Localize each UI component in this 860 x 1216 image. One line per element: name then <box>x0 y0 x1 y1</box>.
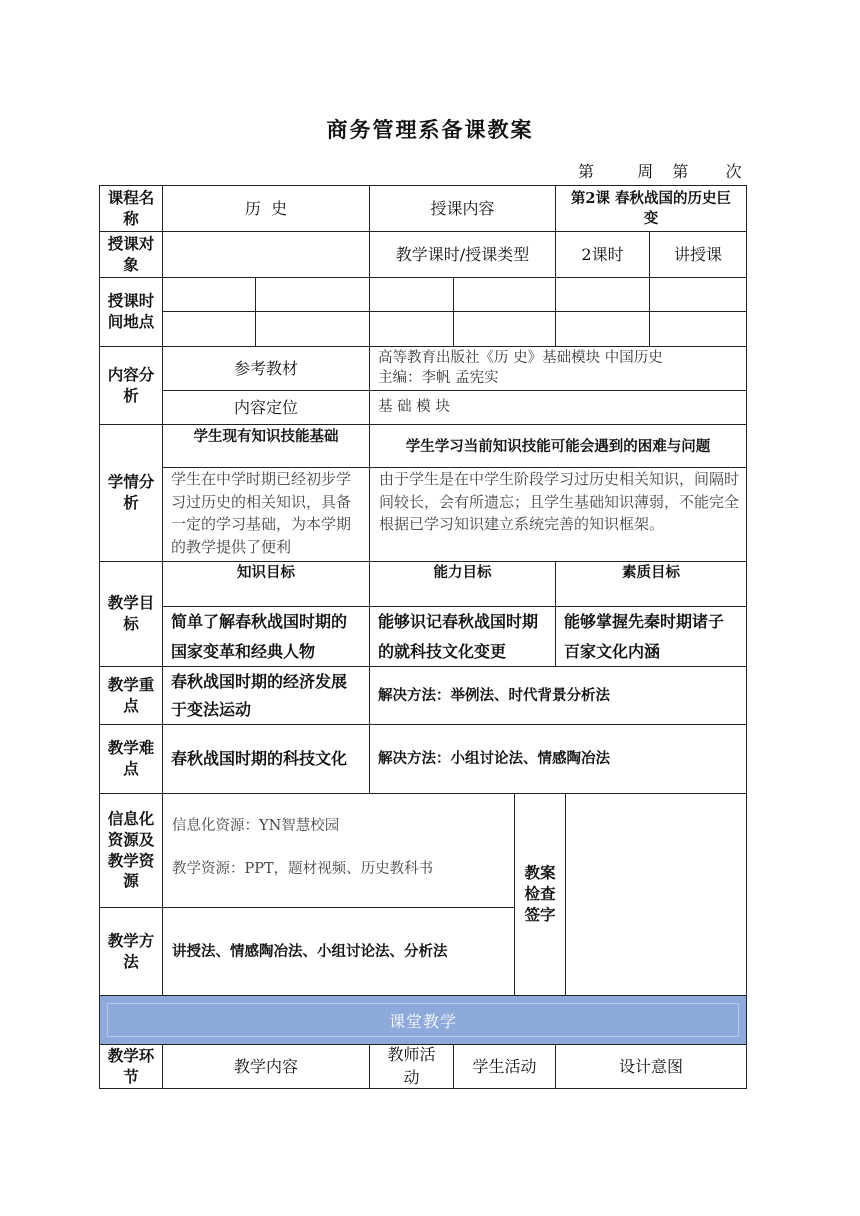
time-place-cell <box>453 311 556 347</box>
time-place-cell <box>555 277 650 312</box>
key-points-method: 解决方法：举例法、时代背景分析法 <box>369 666 747 725</box>
existing-skills-header: 学生现有知识技能基础 <box>162 424 370 468</box>
ability-goal-header: 能力目标 <box>369 561 556 607</box>
ability-goal-text: 能够识记春秋战国时期的就科技文化变更 <box>369 606 556 667</box>
target-value <box>162 231 370 278</box>
check-sign-value <box>565 793 747 996</box>
week-counter <box>578 159 743 182</box>
textbook-label: 参考教材 <box>162 346 370 391</box>
methods-label: 教学方法 <box>99 907 163 996</box>
existing-skills-text: 学生在中学时期已经初步学习过历史的相关知识，具备一定的学习基础，为本学期的教学提供了便利 <box>162 467 370 562</box>
hours-value: 2课时 <box>555 231 650 278</box>
textbook-value <box>369 346 747 391</box>
student-activity-header: 学生活动 <box>453 1044 556 1089</box>
course-name-label: 课程名称 <box>99 185 163 232</box>
week-ci-label: 次 <box>725 162 743 181</box>
time-place-cell <box>369 277 454 312</box>
quality-goal-header: 素质目标 <box>555 561 747 607</box>
methods-value: 讲授法、情感陶冶法、小组讨论法、分析法 <box>162 907 515 996</box>
textbook-editors: 主编：李帆 孟宪实 <box>378 370 499 387</box>
lesson-content-value: 第2课 春秋战国的历史巨变 <box>555 185 747 232</box>
time-place-cell <box>162 277 256 312</box>
time-place-cell <box>555 311 650 347</box>
textbook-publisher: 高等教育出版社《历 史》基础模块 中国历史 <box>378 350 663 366</box>
classroom-teaching-banner <box>99 995 747 1045</box>
time-place-cell <box>649 311 747 347</box>
lesson-content-label: 授课内容 <box>369 185 556 232</box>
difficulty-header: 学生学习当前知识技能可能会遇到的困难与问题 <box>369 424 747 468</box>
page-title: 商务管理系备课教案 <box>326 117 534 142</box>
teaching-goals-label: 教学目标 <box>99 561 163 667</box>
content-analysis-label: 内容分析 <box>99 346 163 425</box>
resources-label: 信息化资源及教学资源 <box>99 793 163 908</box>
difficulties-label: 教学难点 <box>99 724 163 794</box>
resources-value <box>162 793 515 908</box>
teaching-resources-line: 教学资源：PPT，题材视频、历史教科书 <box>172 861 434 878</box>
target-label: 授课对象 <box>99 231 163 278</box>
teaching-content-header: 教学内容 <box>162 1044 370 1089</box>
difficulty-text: 由于学生是在中学生阶段学习过历史相关知识，间隔时间较长，会有所遗忘；且学生基础知识薄弱，不能完全根据已学习知识建立系统完善的知识框架。 <box>369 467 747 562</box>
check-sign-label: 教案检查签字 <box>514 793 566 996</box>
teaching-stage-label: 教学环节 <box>99 1044 163 1089</box>
week-di2-label: 第 <box>672 162 690 181</box>
week-di-label: 第 <box>578 162 596 181</box>
time-place-label: 授课时间地点 <box>99 277 163 347</box>
difficulties-method: 解决方法：小组讨论法、情感陶冶法 <box>369 724 747 794</box>
classroom-teaching-title: 课堂教学 <box>107 1003 739 1037</box>
time-place-cell <box>255 277 370 312</box>
course-name-value: 历 史 <box>162 185 370 232</box>
time-place-cell <box>255 311 370 347</box>
week-zhou-label: 周 <box>637 162 655 181</box>
quality-goal-text: 能够掌握先秦时期诸子百家文化内涵 <box>555 606 747 667</box>
time-place-cell <box>162 311 256 347</box>
time-place-cell <box>649 277 747 312</box>
position-label: 内容定位 <box>162 390 370 425</box>
key-points-content: 春秋战国时期的经济发展于变法运动 <box>162 666 370 725</box>
difficulties-content: 春秋战国时期的科技文化 <box>162 724 370 794</box>
position-value: 基 础 模 块 <box>369 390 747 425</box>
knowledge-goal-header: 知识目标 <box>162 561 370 607</box>
learner-analysis-label: 学情分析 <box>99 424 163 562</box>
design-intent-header: 设计意图 <box>555 1044 747 1089</box>
lesson-type-value: 讲授课 <box>649 231 747 278</box>
key-points-label: 教学重点 <box>99 666 163 725</box>
knowledge-goal-text: 简单了解春秋战国时期的国家变革和经典人物 <box>162 606 370 667</box>
info-resources-line: 信息化资源：YN智慧校园 <box>172 818 340 834</box>
hours-type-label: 教学课时/授课类型 <box>369 231 556 278</box>
time-place-cell <box>453 277 556 312</box>
time-place-cell <box>369 311 454 347</box>
teacher-activity-header: 教师活动 <box>369 1044 454 1089</box>
